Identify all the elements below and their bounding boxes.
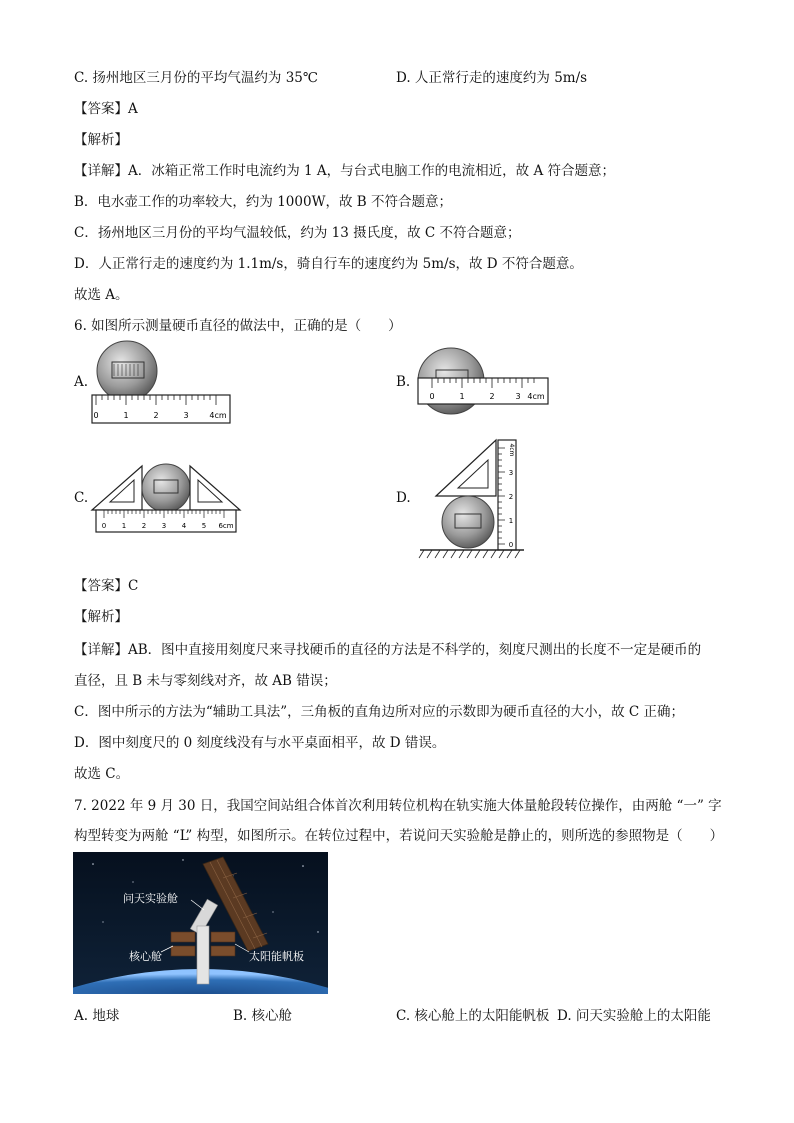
tick-3: 3 (508, 469, 514, 477)
q7-option-c: C. 核心舱上的太阳能帆板 (396, 1008, 550, 1024)
tick-2: 2 (153, 411, 159, 420)
tick-0: 0 (93, 411, 99, 420)
q6-detail-4: D．图中刻度尺的 0 刻度线没有与水平桌面相平，故 D 错误。 (74, 735, 446, 751)
right-triangle-ruler (190, 466, 240, 510)
q5-detail-4: D．人正常行走的速度约为 1.1m/s，骑自行车的速度约为 5m/s，故 D 不符合题意。 (74, 256, 583, 272)
coin-icon (442, 496, 494, 548)
tick-3: 3 (161, 522, 167, 530)
q7-option-a: A. 地球 (74, 1008, 120, 1024)
q5-detail-2: B．电水壶工作的功率较大，约为 1000W，故 B 不符合题意； (74, 194, 452, 210)
triangle-ruler (436, 440, 496, 496)
q7-stem-2: 构型转变为两舱 “L” 构型，如图所示。在转位过程中，若说问天实验舱是静止的，则所选的参照物是（ ） (74, 828, 724, 844)
tick-2: 2 (489, 392, 495, 401)
q5-conclusion: 故选 A。 (74, 287, 129, 303)
q6-conclusion: 故选 C。 (74, 766, 130, 782)
tick-2: 2 (141, 522, 147, 530)
space-station-photo (73, 852, 328, 994)
label-wentian: 问天实验舱 (123, 892, 178, 905)
q6-detail-3: C．图中所示的方法为“辅助工具法”，三角板的直角边所对应的示数即为硬币直径的大小，故 C 正确； (74, 704, 685, 720)
q5-answer: 【答案】A (74, 101, 138, 117)
label-core: 核心舱 (129, 950, 162, 963)
coin-icon (142, 464, 190, 512)
q5-detail-1: 【详解】A．冰箱正常工作时电流约为 1 A，与台式电脑工作的电流相近，故 A 符合题意； (74, 163, 616, 179)
vertical-ruler (498, 440, 516, 550)
tick-3: 3 (515, 392, 521, 401)
q6-label-b: B. (396, 374, 411, 390)
tick-0: 0 (429, 392, 435, 401)
left-triangle-ruler (92, 466, 142, 510)
q6-stem: 6. 如图所示测量硬币直径的做法中，正确的是（ ） (74, 318, 402, 334)
figure-c-triangles-coin (88, 458, 248, 536)
tick-4: 4cm (527, 392, 545, 401)
q5-option-c: C. 扬州地区三月份的平均气温约为 35℃ (74, 70, 319, 86)
ruler (418, 378, 548, 404)
tick-1: 1 (121, 522, 127, 530)
tick-4: 4 (181, 522, 187, 530)
q6-label-d: D. (396, 490, 411, 506)
ruler (96, 510, 236, 532)
tick-0: 0 (508, 541, 514, 549)
q7-option-b: B. 核心舱 (233, 1008, 293, 1024)
q6-detail-2: 直径，且 B 未与零刻线对齐，故 AB 错误； (74, 673, 337, 689)
q6-answer: 【答案】C (74, 578, 139, 594)
tick-4: 4cm (209, 411, 227, 420)
tick-1: 1 (123, 411, 129, 420)
tick-3: 3 (183, 411, 189, 420)
tick-0: 0 (101, 522, 107, 530)
q5-detail-3: C．扬州地区三月份的平均气温较低，约为 13 摄氏度，故 C 不符合题意； (74, 225, 521, 241)
tick-1: 1 (508, 517, 514, 525)
coin-icon (97, 341, 157, 401)
tick-1: 1 (459, 392, 465, 401)
q5-option-d: D. 人正常行走的速度约为 5m/s (396, 70, 588, 86)
figure-d-vertical-ruler (418, 436, 528, 564)
q6-analysis-title: 【解析】 (74, 609, 128, 625)
q5-analysis-title: 【解析】 (74, 132, 128, 148)
tick-4: 4cm (508, 443, 515, 457)
q7-stem-1: 7. 2022 年 9 月 30 日，我国空间站组合体首次利用转位机构在轨实施大体量舱段转位操作，由两舱 “一” 字 (74, 798, 722, 814)
tick-6: 6cm (218, 522, 234, 530)
q6-label-a: A. (74, 374, 89, 390)
core-module (197, 926, 209, 984)
ruler (92, 395, 230, 423)
figure-a-coin-ruler (90, 340, 240, 426)
label-solar: 太阳能帆板 (249, 950, 304, 963)
table-surface (419, 550, 524, 558)
figure-b-coin-ruler (414, 346, 554, 418)
tick-2: 2 (508, 493, 514, 501)
q7-option-d: D. 问天实验舱上的太阳能 (557, 1008, 711, 1024)
tick-5: 5 (201, 522, 207, 530)
q6-detail-1: 【详解】AB．图中直接用刻度尺来寻找硬币的直径的方法是不科学的，刻度尺测出的长度不一定是硬币的 (74, 642, 702, 658)
q6-label-c: C. (74, 490, 89, 506)
